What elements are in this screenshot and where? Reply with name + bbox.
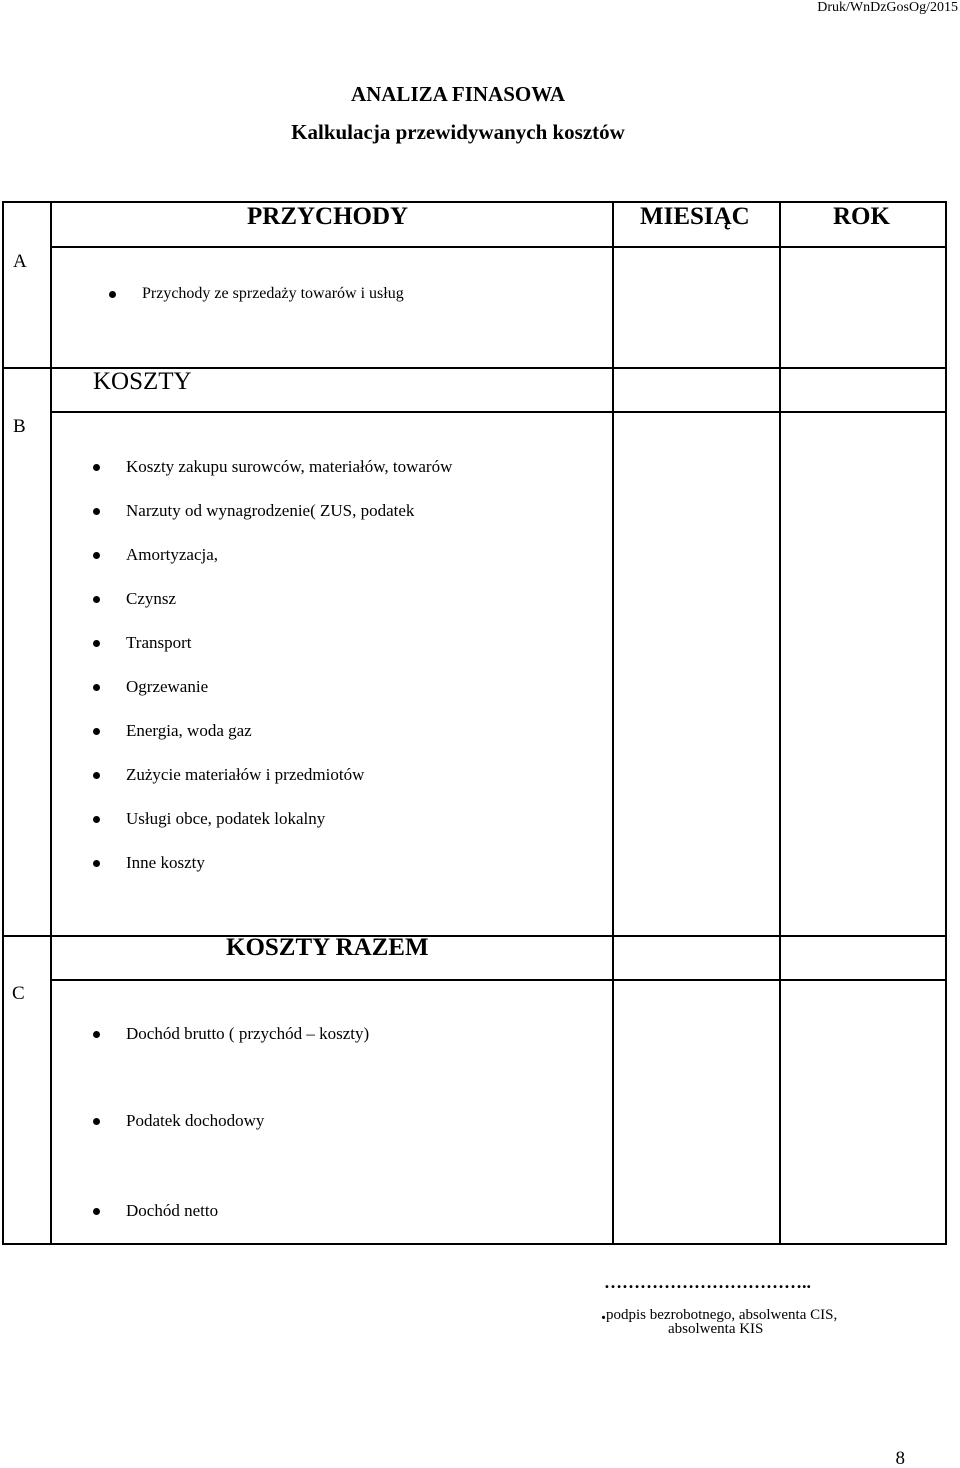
bullet-icon bbox=[109, 291, 116, 298]
costs-header-divider bbox=[50, 411, 945, 413]
bullet-icon bbox=[93, 816, 100, 823]
bullet-icon bbox=[93, 640, 100, 647]
section-b-c-divider bbox=[4, 935, 945, 937]
list-item: Koszty zakupu surowców, materiałów, towarów bbox=[93, 457, 452, 477]
bullet-icon bbox=[93, 1118, 100, 1125]
month-column-divider bbox=[612, 203, 614, 1243]
page-number: 8 bbox=[895, 1448, 905, 1468]
section-a-letter: A bbox=[13, 251, 27, 272]
bullet-icon bbox=[93, 684, 100, 691]
costs-header: KOSZTY bbox=[93, 368, 192, 395]
section-c-letter: C bbox=[12, 983, 25, 1004]
list-item: Dochód netto bbox=[93, 1201, 218, 1221]
signature-caption: .podpis bezrobotnego, absolwenta CIS, bbox=[601, 1302, 838, 1324]
list-item: Dochód brutto ( przychód – koszty) bbox=[93, 1024, 369, 1044]
bullet-icon bbox=[93, 596, 100, 603]
list-item: Czynsz bbox=[93, 589, 176, 609]
page-title: ANALIZA FINASOWA bbox=[350, 82, 566, 106]
year-column-divider bbox=[779, 203, 781, 1243]
bullet-icon bbox=[93, 772, 100, 779]
list-item: Amortyzacja, bbox=[93, 545, 218, 565]
bullet-icon bbox=[93, 1208, 100, 1215]
list-item: Inne koszty bbox=[93, 853, 205, 873]
list-item: Zużycie materiałów i przedmiotów bbox=[93, 765, 364, 785]
bullet-icon bbox=[93, 1031, 100, 1038]
income-column-header: PRZYCHODY bbox=[247, 203, 409, 230]
bullet-icon bbox=[93, 860, 100, 867]
list-item: Ogrzewanie bbox=[93, 677, 208, 697]
list-item: Przychody ze sprzedaży towarów i usług bbox=[109, 285, 404, 303]
list-item: Usługi obce, podatek lokalny bbox=[93, 809, 325, 829]
total-costs-divider bbox=[50, 979, 945, 981]
document-code: Druk/WnDzGosOg/2015 bbox=[817, 0, 958, 15]
signature-line: …………………………….. bbox=[604, 1272, 811, 1292]
list-item: Podatek dochodowy bbox=[93, 1111, 264, 1131]
year-column-header: ROK bbox=[833, 203, 890, 230]
bullet-icon bbox=[93, 464, 100, 471]
letter-column-divider bbox=[50, 203, 52, 1243]
list-item: Transport bbox=[93, 633, 192, 653]
bullet-icon bbox=[93, 508, 100, 515]
page-subtitle: Kalkulacja przewidywanych kosztów bbox=[291, 120, 625, 144]
list-item: Narzuty od wynagrodzenie( ZUS, podatek bbox=[93, 501, 414, 521]
total-costs-header: KOSZTY RAZEM bbox=[226, 934, 429, 961]
signature-caption-continued: absolwenta KIS bbox=[668, 1321, 764, 1337]
section-b-letter: B bbox=[13, 416, 26, 437]
list-item: Energia, woda gaz bbox=[93, 721, 252, 741]
bullet-icon bbox=[93, 552, 100, 559]
bullet-icon bbox=[93, 728, 100, 735]
header-row-divider bbox=[50, 246, 945, 248]
month-column-header: MIESIĄC bbox=[640, 203, 750, 230]
